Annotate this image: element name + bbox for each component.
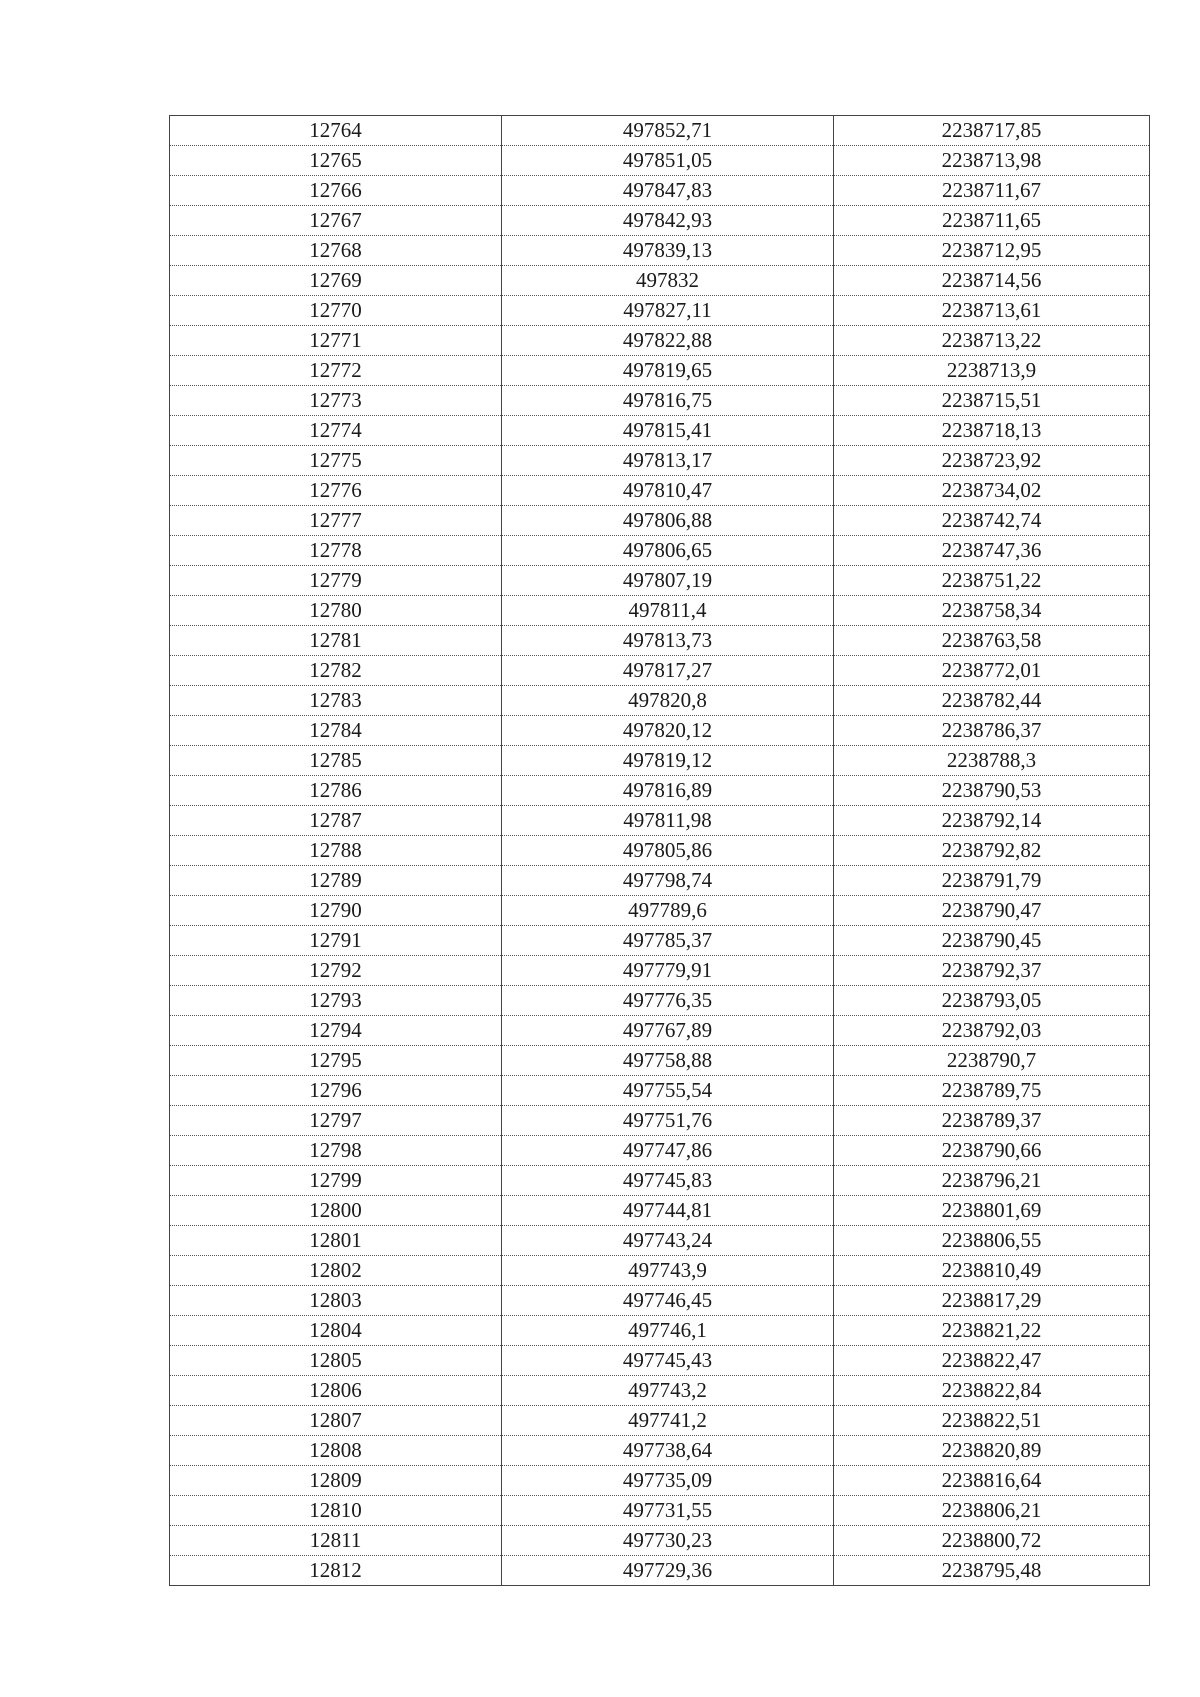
point-number-cell: 12791 bbox=[170, 926, 502, 956]
table-row bbox=[170, 656, 1150, 686]
table-row bbox=[170, 1046, 1150, 1076]
x-coordinate-cell: 497817,27 bbox=[502, 656, 834, 686]
y-coordinate-cell: 2238792,14 bbox=[834, 806, 1150, 836]
point-number-cell: 12767 bbox=[170, 206, 502, 236]
y-coordinate-cell: 2238789,37 bbox=[834, 1106, 1150, 1136]
x-coordinate-cell: 497832 bbox=[502, 266, 834, 296]
point-number-cell: 12773 bbox=[170, 386, 502, 416]
point-number-cell: 12794 bbox=[170, 1016, 502, 1046]
point-number-cell: 12790 bbox=[170, 896, 502, 926]
y-coordinate-cell: 2238772,01 bbox=[834, 656, 1150, 686]
table-row bbox=[170, 1376, 1150, 1406]
point-number-cell: 12785 bbox=[170, 746, 502, 776]
table-row bbox=[170, 626, 1150, 656]
table-row bbox=[170, 176, 1150, 206]
x-coordinate-cell: 497738,64 bbox=[502, 1436, 834, 1466]
x-coordinate-cell: 497811,4 bbox=[502, 596, 834, 626]
table-row bbox=[170, 1286, 1150, 1316]
point-number-cell: 12766 bbox=[170, 176, 502, 206]
y-coordinate-cell: 2238723,92 bbox=[834, 446, 1150, 476]
table-row bbox=[170, 746, 1150, 776]
point-number-cell: 12811 bbox=[170, 1526, 502, 1556]
table-row bbox=[170, 326, 1150, 356]
table-row bbox=[170, 926, 1150, 956]
point-number-cell: 12786 bbox=[170, 776, 502, 806]
table-row bbox=[170, 1466, 1150, 1496]
point-number-cell: 12787 bbox=[170, 806, 502, 836]
coordinates-table bbox=[169, 115, 1150, 1586]
point-number-cell: 12799 bbox=[170, 1166, 502, 1196]
point-number-cell: 12777 bbox=[170, 506, 502, 536]
y-coordinate-cell: 2238712,95 bbox=[834, 236, 1150, 266]
point-number-cell: 12803 bbox=[170, 1286, 502, 1316]
coordinates-table-body bbox=[170, 116, 1150, 1586]
x-coordinate-cell: 497819,12 bbox=[502, 746, 834, 776]
table-row bbox=[170, 116, 1150, 146]
y-coordinate-cell: 2238792,03 bbox=[834, 1016, 1150, 1046]
table-row bbox=[170, 1166, 1150, 1196]
table-row bbox=[170, 866, 1150, 896]
table-row bbox=[170, 836, 1150, 866]
table-row bbox=[170, 716, 1150, 746]
table-row bbox=[170, 206, 1150, 236]
point-number-cell: 12809 bbox=[170, 1466, 502, 1496]
point-number-cell: 12800 bbox=[170, 1196, 502, 1226]
table-row bbox=[170, 1526, 1150, 1556]
point-number-cell: 12808 bbox=[170, 1436, 502, 1466]
point-number-cell: 12806 bbox=[170, 1376, 502, 1406]
x-coordinate-cell: 497816,75 bbox=[502, 386, 834, 416]
point-number-cell: 12789 bbox=[170, 866, 502, 896]
x-coordinate-cell: 497789,6 bbox=[502, 896, 834, 926]
table-row bbox=[170, 1316, 1150, 1346]
table-row bbox=[170, 1076, 1150, 1106]
y-coordinate-cell: 2238810,49 bbox=[834, 1256, 1150, 1286]
x-coordinate-cell: 497805,86 bbox=[502, 836, 834, 866]
x-coordinate-cell: 497839,13 bbox=[502, 236, 834, 266]
table-row bbox=[170, 1196, 1150, 1226]
y-coordinate-cell: 2238822,47 bbox=[834, 1346, 1150, 1376]
point-number-cell: 12796 bbox=[170, 1076, 502, 1106]
x-coordinate-cell: 497819,65 bbox=[502, 356, 834, 386]
x-coordinate-cell: 497785,37 bbox=[502, 926, 834, 956]
x-coordinate-cell: 497743,2 bbox=[502, 1376, 834, 1406]
point-number-cell: 12775 bbox=[170, 446, 502, 476]
point-number-cell: 12782 bbox=[170, 656, 502, 686]
y-coordinate-cell: 2238758,34 bbox=[834, 596, 1150, 626]
y-coordinate-cell: 2238786,37 bbox=[834, 716, 1150, 746]
point-number-cell: 12776 bbox=[170, 476, 502, 506]
y-coordinate-cell: 2238711,67 bbox=[834, 176, 1150, 206]
y-coordinate-cell: 2238713,61 bbox=[834, 296, 1150, 326]
point-number-cell: 12772 bbox=[170, 356, 502, 386]
y-coordinate-cell: 2238792,82 bbox=[834, 836, 1150, 866]
x-coordinate-cell: 497746,1 bbox=[502, 1316, 834, 1346]
x-coordinate-cell: 497851,05 bbox=[502, 146, 834, 176]
point-number-cell: 12795 bbox=[170, 1046, 502, 1076]
point-number-cell: 12788 bbox=[170, 836, 502, 866]
x-coordinate-cell: 497813,17 bbox=[502, 446, 834, 476]
table-row bbox=[170, 536, 1150, 566]
point-number-cell: 12783 bbox=[170, 686, 502, 716]
y-coordinate-cell: 2238793,05 bbox=[834, 986, 1150, 1016]
point-number-cell: 12771 bbox=[170, 326, 502, 356]
table-row bbox=[170, 476, 1150, 506]
x-coordinate-cell: 497798,74 bbox=[502, 866, 834, 896]
x-coordinate-cell: 497751,76 bbox=[502, 1106, 834, 1136]
x-coordinate-cell: 497747,86 bbox=[502, 1136, 834, 1166]
x-coordinate-cell: 497852,71 bbox=[502, 116, 834, 146]
y-coordinate-cell: 2238790,53 bbox=[834, 776, 1150, 806]
point-number-cell: 12778 bbox=[170, 536, 502, 566]
x-coordinate-cell: 497815,41 bbox=[502, 416, 834, 446]
table-row bbox=[170, 1256, 1150, 1286]
table-row bbox=[170, 776, 1150, 806]
point-number-cell: 12774 bbox=[170, 416, 502, 446]
y-coordinate-cell: 2238795,48 bbox=[834, 1556, 1150, 1586]
point-number-cell: 12802 bbox=[170, 1256, 502, 1286]
y-coordinate-cell: 2238820,89 bbox=[834, 1436, 1150, 1466]
point-number-cell: 12779 bbox=[170, 566, 502, 596]
point-number-cell: 12793 bbox=[170, 986, 502, 1016]
y-coordinate-cell: 2238763,58 bbox=[834, 626, 1150, 656]
x-coordinate-cell: 497745,43 bbox=[502, 1346, 834, 1376]
y-coordinate-cell: 2238816,64 bbox=[834, 1466, 1150, 1496]
table-row bbox=[170, 296, 1150, 326]
table-row bbox=[170, 896, 1150, 926]
point-number-cell: 12804 bbox=[170, 1316, 502, 1346]
table-row bbox=[170, 386, 1150, 416]
table-row bbox=[170, 956, 1150, 986]
x-coordinate-cell: 497735,09 bbox=[502, 1466, 834, 1496]
y-coordinate-cell: 2238796,21 bbox=[834, 1166, 1150, 1196]
x-coordinate-cell: 497847,83 bbox=[502, 176, 834, 206]
y-coordinate-cell: 2238782,44 bbox=[834, 686, 1150, 716]
y-coordinate-cell: 2238713,22 bbox=[834, 326, 1150, 356]
y-coordinate-cell: 2238717,85 bbox=[834, 116, 1150, 146]
table-row bbox=[170, 1016, 1150, 1046]
x-coordinate-cell: 497729,36 bbox=[502, 1556, 834, 1586]
y-coordinate-cell: 2238790,47 bbox=[834, 896, 1150, 926]
y-coordinate-cell: 2238790,66 bbox=[834, 1136, 1150, 1166]
table-row bbox=[170, 1496, 1150, 1526]
table-row bbox=[170, 266, 1150, 296]
table-row bbox=[170, 686, 1150, 716]
table-row bbox=[170, 146, 1150, 176]
x-coordinate-cell: 497741,2 bbox=[502, 1406, 834, 1436]
point-number-cell: 12812 bbox=[170, 1556, 502, 1586]
y-coordinate-cell: 2238715,51 bbox=[834, 386, 1150, 416]
x-coordinate-cell: 497746,45 bbox=[502, 1286, 834, 1316]
y-coordinate-cell: 2238789,75 bbox=[834, 1076, 1150, 1106]
x-coordinate-cell: 497743,24 bbox=[502, 1226, 834, 1256]
x-coordinate-cell: 497806,88 bbox=[502, 506, 834, 536]
y-coordinate-cell: 2238806,21 bbox=[834, 1496, 1150, 1526]
x-coordinate-cell: 497811,98 bbox=[502, 806, 834, 836]
x-coordinate-cell: 497813,73 bbox=[502, 626, 834, 656]
table-row bbox=[170, 1406, 1150, 1436]
y-coordinate-cell: 2238742,74 bbox=[834, 506, 1150, 536]
y-coordinate-cell: 2238788,3 bbox=[834, 746, 1150, 776]
y-coordinate-cell: 2238711,65 bbox=[834, 206, 1150, 236]
x-coordinate-cell: 497743,9 bbox=[502, 1256, 834, 1286]
table-row bbox=[170, 1436, 1150, 1466]
x-coordinate-cell: 497755,54 bbox=[502, 1076, 834, 1106]
x-coordinate-cell: 497810,47 bbox=[502, 476, 834, 506]
point-number-cell: 12807 bbox=[170, 1406, 502, 1436]
y-coordinate-cell: 2238791,79 bbox=[834, 866, 1150, 896]
y-coordinate-cell: 2238714,56 bbox=[834, 266, 1150, 296]
y-coordinate-cell: 2238790,7 bbox=[834, 1046, 1150, 1076]
x-coordinate-cell: 497744,81 bbox=[502, 1196, 834, 1226]
x-coordinate-cell: 497807,19 bbox=[502, 566, 834, 596]
y-coordinate-cell: 2238713,98 bbox=[834, 146, 1150, 176]
y-coordinate-cell: 2238734,02 bbox=[834, 476, 1150, 506]
point-number-cell: 12781 bbox=[170, 626, 502, 656]
x-coordinate-cell: 497745,83 bbox=[502, 1166, 834, 1196]
table-row bbox=[170, 1556, 1150, 1586]
point-number-cell: 12792 bbox=[170, 956, 502, 986]
y-coordinate-cell: 2238800,72 bbox=[834, 1526, 1150, 1556]
x-coordinate-cell: 497820,8 bbox=[502, 686, 834, 716]
point-number-cell: 12784 bbox=[170, 716, 502, 746]
table-row bbox=[170, 1346, 1150, 1376]
point-number-cell: 12769 bbox=[170, 266, 502, 296]
x-coordinate-cell: 497730,23 bbox=[502, 1526, 834, 1556]
x-coordinate-cell: 497731,55 bbox=[502, 1496, 834, 1526]
point-number-cell: 12768 bbox=[170, 236, 502, 266]
y-coordinate-cell: 2238792,37 bbox=[834, 956, 1150, 986]
y-coordinate-cell: 2238751,22 bbox=[834, 566, 1150, 596]
y-coordinate-cell: 2238822,84 bbox=[834, 1376, 1150, 1406]
table-row bbox=[170, 356, 1150, 386]
y-coordinate-cell: 2238821,22 bbox=[834, 1316, 1150, 1346]
x-coordinate-cell: 497758,88 bbox=[502, 1046, 834, 1076]
x-coordinate-cell: 497820,12 bbox=[502, 716, 834, 746]
point-number-cell: 12764 bbox=[170, 116, 502, 146]
y-coordinate-cell: 2238817,29 bbox=[834, 1286, 1150, 1316]
y-coordinate-cell: 2238806,55 bbox=[834, 1226, 1150, 1256]
point-number-cell: 12801 bbox=[170, 1226, 502, 1256]
y-coordinate-cell: 2238790,45 bbox=[834, 926, 1150, 956]
x-coordinate-cell: 497822,88 bbox=[502, 326, 834, 356]
table-row bbox=[170, 416, 1150, 446]
table-row bbox=[170, 596, 1150, 626]
y-coordinate-cell: 2238718,13 bbox=[834, 416, 1150, 446]
x-coordinate-cell: 497776,35 bbox=[502, 986, 834, 1016]
x-coordinate-cell: 497816,89 bbox=[502, 776, 834, 806]
x-coordinate-cell: 497842,93 bbox=[502, 206, 834, 236]
table-row bbox=[170, 986, 1150, 1016]
table-row bbox=[170, 1136, 1150, 1166]
x-coordinate-cell: 497827,11 bbox=[502, 296, 834, 326]
point-number-cell: 12770 bbox=[170, 296, 502, 326]
point-number-cell: 12797 bbox=[170, 1106, 502, 1136]
x-coordinate-cell: 497767,89 bbox=[502, 1016, 834, 1046]
table-row bbox=[170, 806, 1150, 836]
y-coordinate-cell: 2238713,9 bbox=[834, 356, 1150, 386]
y-coordinate-cell: 2238822,51 bbox=[834, 1406, 1150, 1436]
table-row bbox=[170, 566, 1150, 596]
x-coordinate-cell: 497806,65 bbox=[502, 536, 834, 566]
point-number-cell: 12805 bbox=[170, 1346, 502, 1376]
table-row bbox=[170, 506, 1150, 536]
point-number-cell: 12810 bbox=[170, 1496, 502, 1526]
y-coordinate-cell: 2238801,69 bbox=[834, 1196, 1150, 1226]
table-row bbox=[170, 236, 1150, 266]
y-coordinate-cell: 2238747,36 bbox=[834, 536, 1150, 566]
table-row bbox=[170, 1226, 1150, 1256]
table-row bbox=[170, 446, 1150, 476]
point-number-cell: 12780 bbox=[170, 596, 502, 626]
point-number-cell: 12798 bbox=[170, 1136, 502, 1166]
x-coordinate-cell: 497779,91 bbox=[502, 956, 834, 986]
table-row bbox=[170, 1106, 1150, 1136]
point-number-cell: 12765 bbox=[170, 146, 502, 176]
